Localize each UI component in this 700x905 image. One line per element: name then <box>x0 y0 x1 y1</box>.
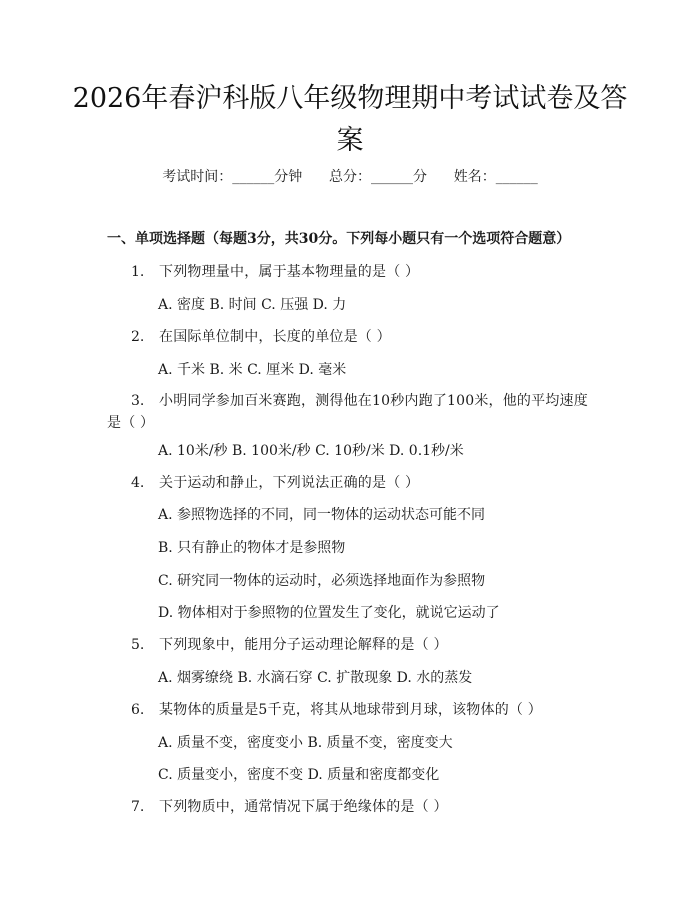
question-number: 3. <box>131 393 145 409</box>
section-heading: 一、单项选择题（每题3分，共30分。下列每小题只有一个选项符合题意） <box>107 231 571 247</box>
question-number: 5. <box>131 637 145 653</box>
question-number: 1. <box>131 264 145 280</box>
question-text: 下列现象中，能用分子运动理论解释的是（ ） <box>159 637 448 653</box>
question-4 <box>107 472 602 494</box>
page-title: 2026年春沪科版八年级物理期中考试试卷及答案 <box>72 83 628 156</box>
question-number: 2. <box>131 329 145 345</box>
question-4-option-c: C. 研究同一物体的运动时，必须选择地面作为参照物 <box>158 573 486 589</box>
question-2 <box>107 326 602 348</box>
question-text: 某物体的质量是5千克，将其从地球带到月球，该物体的（ ） <box>159 702 542 718</box>
question-number: 7. <box>131 799 145 815</box>
question-text: 在国际单位制中，长度的单位是（ ） <box>159 329 391 345</box>
question-4-option-a: A. 参照物选择的不同，同一物体的运动状态可能不同 <box>158 507 486 523</box>
question-6-options-line-2: C. 质量变小，密度不变 D. 质量和密度都变化 <box>158 767 440 783</box>
question-6-options-line-1: A. 质量不变，密度变小 B. 质量不变，密度变大 <box>158 735 453 751</box>
question-7 <box>107 796 602 818</box>
question-3-options: A. 10米/秒 B. 100米/秒 C. 10秒/米 D. 0.1秒/米 <box>158 443 464 459</box>
question-4-option-b: B. 只有静止的物体才是参照物 <box>158 540 346 556</box>
question-text: 下列物质中，通常情况下属于绝缘体的是（ ） <box>159 799 448 815</box>
question-5 <box>107 634 602 656</box>
question-text: 关于运动和静止，下列说法正确的是（ ） <box>159 475 420 491</box>
question-1-options: A. 密度 B. 时间 C. 压强 D. 力 <box>158 297 347 313</box>
question-5-options: A. 烟雾缭绕 B. 水滴石穿 C. 扩散现象 D. 水的蒸发 <box>158 670 473 686</box>
question-4-option-d: D. 物体相对于参照物的位置发生了变化，就说它运动了 <box>158 605 500 621</box>
question-3 <box>107 390 602 434</box>
question-6 <box>107 699 602 721</box>
question-2-options: A. 千米 B. 米 C. 厘米 D. 毫米 <box>158 362 347 378</box>
exam-info-line: 考试时间：______分钟 总分：______分 姓名：______ <box>162 169 538 185</box>
question-number: 6. <box>131 702 145 718</box>
question-number: 4. <box>131 475 145 491</box>
question-text: 小明同学参加百米赛跑，测得他在10秒内跑了100米，他的平均速度是（ ） <box>107 393 588 431</box>
question-text: 下列物理量中，属于基本物理量的是（ ） <box>159 264 420 280</box>
question-1 <box>107 261 602 283</box>
